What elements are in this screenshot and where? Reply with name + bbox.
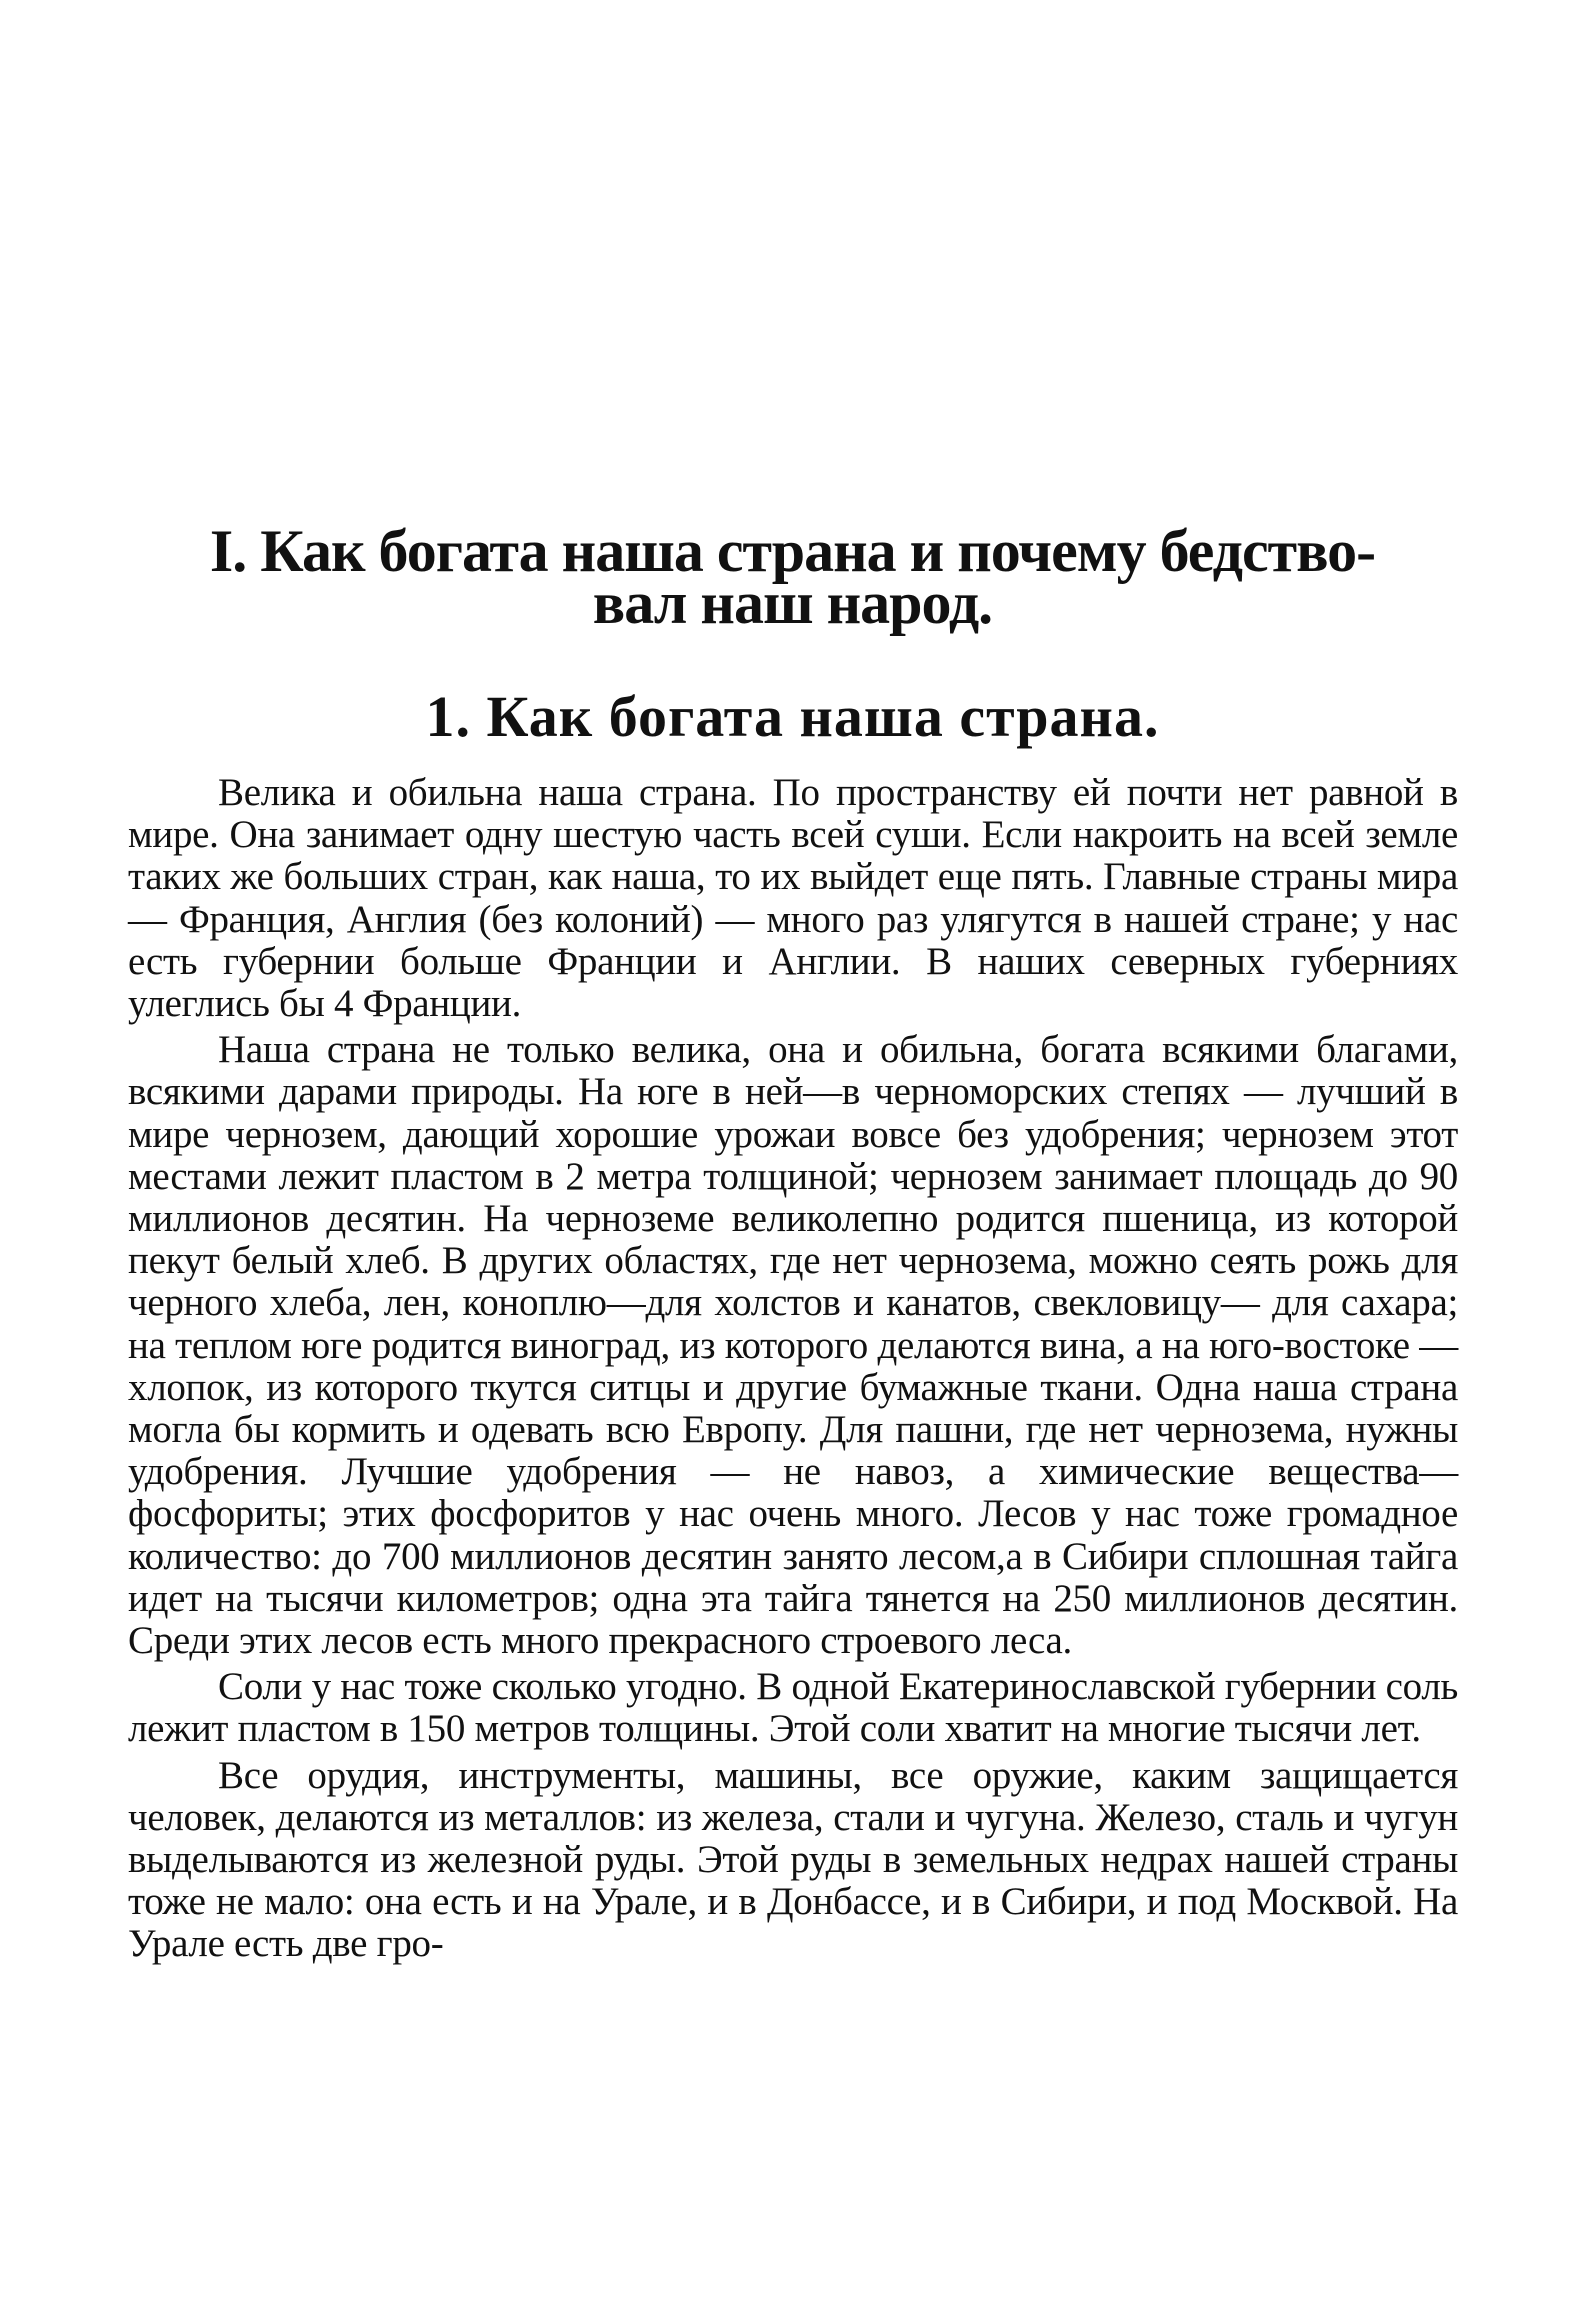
paragraph: Все орудия, инструменты, машины, все оружие, каким защищается человек, делаются из металлов: из железа, стали и чугуна. Железо, сталь и чугун выделываются из железной руды. Этой руды в земельных недрах нашей страны тоже не мало: она есть и на Урале, и в Донбассе, и в Сибири, и под Москвой. На Урале есть две гро- — [128, 1753, 1458, 1966]
paragraph: Соли у нас тоже сколько угодно. В одной Екатеринославской губернии соль лежит пластом в 150 метров толщины. Этой соли хватит на многие тысячи лет. — [128, 1665, 1458, 1751]
body-text — [128, 772, 1458, 1970]
paragraph: Велика и обильна наша страна. По пространству ей почти нет равной в мире. Она занимает одну шестую часть всей суши. Если накроить на всей земле таких же больших стран, как наша, то их выйдет еще пять. Главные страны мира — Франция, Англия (без колоний) — много раз улягутся в нашей стране; у нас есть губернии больше Франции и Англии. В наших северных губерниях улеглись бы 4 Франции. — [128, 771, 1458, 1026]
section-title: 1. Как богата наша страна. — [425, 684, 1160, 749]
paragraph: Наша страна не только велика, она и обильна, богата всякими благами, всякими дарами природы. На юге в ней—в черноморских степях — лучший в мире чернозем, дающий хорошие урожаи вовсе без удобрения; чернозем этот местами лежит пластом в 2 метра толщиной; чернозем занимает площадь до 90 миллионов десятин. На черноземе великолепно родится пшеница, из которой пекут белый хлеб. В других областях, где нет чернозема, можно сеять рожь для черного хлеба, лен, коноплю—для холстов и канатов, свекловицу— для сахара; на теплом юге родится виноград, из которого делаются вина, а на юго-востоке — хлопок, из которого ткутся ситцы и другие бумажные ткани. Одна наша страна могла бы кормить и одевать всю Европу. Для пашни, где нет чернозема, нужны удобрения. Лучшие удобрения — не навоз, а химические вещества— фосфориты; этих фосфоритов у нас очень много. Лесов у нас тоже громадное количество: до 700 миллионов десятин занято лесом,а в Сибири сплошная тайга идет на тысячи километров; одна эта тайга тянется на 250 миллионов десятин. Среди этих лесов есть много прекрасного строевого леса. — [128, 1028, 1458, 1663]
chapter-title-line-2: вал наш народ. — [592, 570, 993, 636]
chapter-title — [120, 518, 1465, 636]
chapter-title-line-1: I. Как богата наша страна и почему бедство- — [209, 518, 1376, 584]
